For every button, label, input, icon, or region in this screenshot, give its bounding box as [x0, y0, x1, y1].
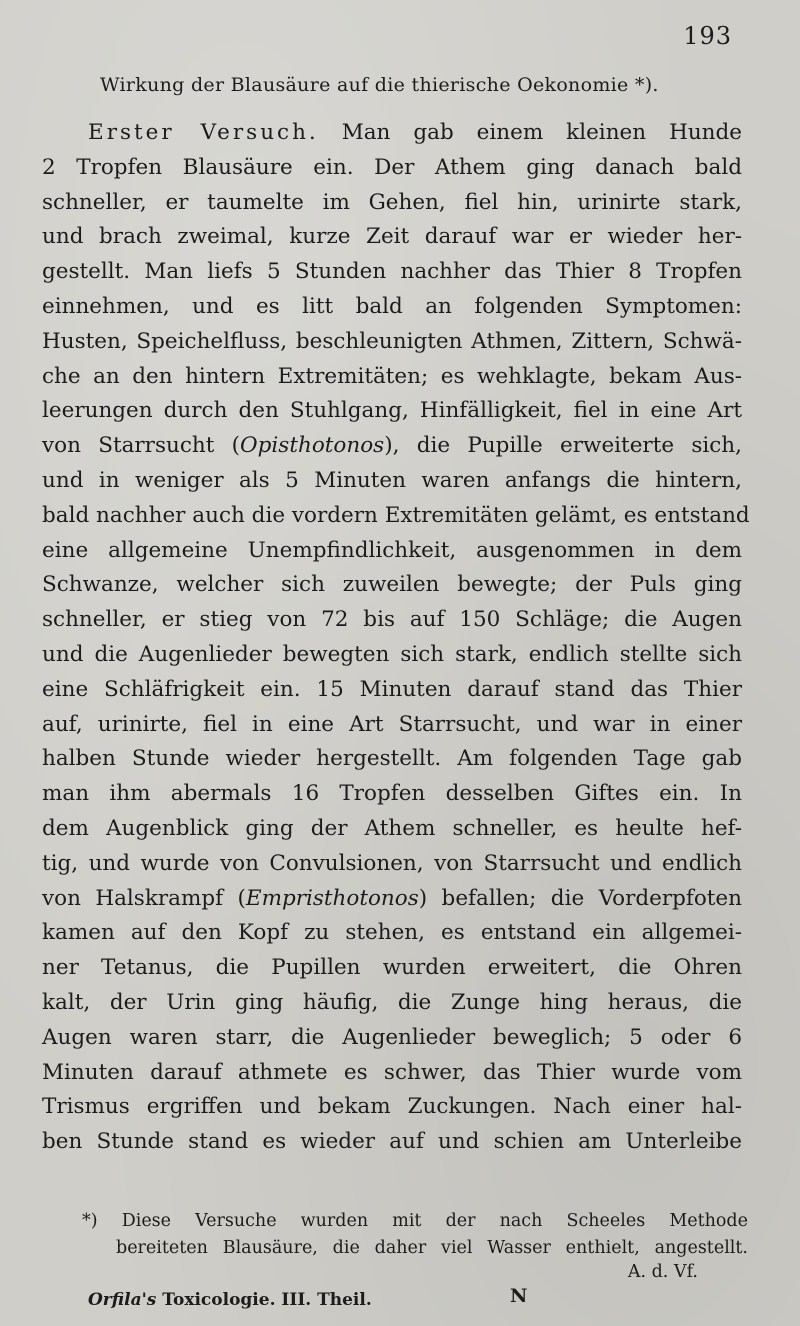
line-text: Augen waren starr, die Augenlieder beweglich; 5 oder 6: [42, 1024, 742, 1050]
text-line: [42, 673, 742, 708]
line-text: und die Augenlieder bewegten sich stark, endlich stellte sich: [42, 641, 742, 667]
text-line: [42, 916, 742, 951]
text-line: [42, 708, 742, 743]
line-text: ) befallen; die Vorderpfoten: [418, 885, 742, 911]
line-text: gestellt. Man liefs 5 Stunden nachher das Thier 8 Tropfen: [42, 259, 742, 285]
line-text: Minuten darauf athmete es schwer, das Thier wurde vom: [42, 1059, 742, 1085]
line-text: 2 Tropfen Blausäure ein. Der Athem ging danach bald: [42, 154, 742, 180]
text-line: [42, 255, 742, 290]
line-text: bald nachher auch die vordern Extremitäten gelämt, es entstand: [42, 502, 750, 528]
line-text: Husten, Speichelfluss, beschleunigten Athmen, Zittern, Schwä-: [42, 328, 742, 354]
text-line: [42, 1056, 742, 1091]
line-text: man ihm abermals 16 Tropfen desselben Giftes ein. In: [42, 781, 742, 807]
footnote: [82, 1208, 748, 1282]
running-footer: [88, 1290, 372, 1310]
text-line: [42, 951, 742, 986]
footer-title: Toxicologie. III. Theil.: [156, 1290, 372, 1310]
line-text: von Halskrampf (: [42, 885, 246, 911]
line-text: kalt, der Urin ging häufig, die Zunge hing heraus, die: [42, 989, 742, 1015]
text-line: [42, 499, 750, 534]
line-text: von Starrsucht (: [42, 433, 241, 459]
section-heading: Wirkung der Blausäure auf die thierische Oekonomie *).: [100, 74, 659, 96]
spaced-label: Erster Versuch.: [88, 120, 319, 145]
text-line: [42, 325, 742, 360]
line-text: dem Augenblick ging der Athem schneller, es heulte hef-: [42, 815, 742, 841]
line-text: halben Stunde wieder hergestellt. Am folgenden Tage gab: [42, 746, 742, 772]
line-text: ben Stunde stand es wieder auf und schien am Unterleibe: [42, 1129, 742, 1155]
text-line: [42, 394, 742, 429]
text-line: [42, 464, 742, 499]
text-line: [42, 220, 742, 255]
text-line: [42, 429, 742, 464]
text-line: [42, 534, 742, 569]
text-line: [42, 882, 742, 917]
line-text: Man gab einem kleinen Hunde: [318, 120, 742, 145]
line-text: ), die Pupille erweiterte sich,: [384, 433, 742, 459]
line-text: ner Tetanus, die Pupillen wurden erweitert, die Ohren: [42, 955, 742, 981]
footer-author: Orfila's: [88, 1290, 157, 1310]
line-text: kamen auf den Kopf zu stehen, es entstand ein allgemei-: [42, 920, 742, 946]
text-line: [42, 777, 742, 812]
line-text: Trismus ergriffen und bekam Zuckungen. Nach einer hal-: [42, 1094, 742, 1120]
line-text: auf, urinirte, fiel in eine Art Starrsucht, und war in einer: [42, 711, 742, 737]
line-text: schneller, er taumelte im Gehen, fiel hin, urinirte stark,: [42, 189, 742, 215]
text-line: [42, 1090, 742, 1125]
page-number: 193: [683, 22, 732, 50]
text-line: [42, 1021, 742, 1056]
text-line: [42, 186, 742, 221]
text-line: [42, 290, 742, 325]
line-text: einnehmen, und es litt bald an folgenden Symptomen:: [42, 293, 742, 319]
line-text: schneller, er stieg von 72 bis auf 150 Schläge; die Augen: [42, 607, 742, 633]
text-line: [42, 1125, 742, 1160]
text-line: [42, 812, 742, 847]
text-line: [42, 638, 742, 673]
footnote-line: *) Diese Versuche wurden mit der nach Scheeles Methode: [82, 1211, 748, 1231]
body-text: [42, 116, 750, 1160]
text-line: [42, 986, 742, 1021]
text-line: [42, 603, 742, 638]
text-line: [42, 847, 742, 882]
line-text: che an den hintern Extremitäten; es wehklagte, bekam Aus-: [42, 363, 742, 389]
footnote-signature: A. d. Vf.: [627, 1262, 698, 1282]
line-text: eine Schläfrigkeit ein. 15 Minuten darauf stand das Thier: [42, 676, 742, 702]
text-line: [42, 151, 742, 186]
signature-mark: N: [510, 1285, 528, 1307]
line-text: tig, und wurde von Convulsionen, von Starrsucht und endlich: [42, 850, 742, 876]
line-text: leerungen durch den Stuhlgang, Hinfälligkeit, fiel in eine Art: [42, 398, 742, 424]
footnote-line: bereiteten Blausäure, die daher viel Wasser enthielt, angestellt.: [116, 1238, 748, 1258]
line-text: und brach zweimal, kurze Zeit darauf war er wieder her-: [42, 224, 742, 250]
text-line: [42, 360, 742, 395]
text-line: [42, 116, 742, 151]
italic-term: Opisthotonos: [240, 433, 385, 459]
text-line: [42, 742, 742, 777]
text-line: [42, 568, 742, 603]
line-text: eine allgemeine Unempfindlichkeit, ausgenommen in dem: [42, 537, 742, 563]
italic-term: Empristhotonos: [245, 885, 419, 911]
line-text: Schwanze, welcher sich zuweilen bewegte; der Puls ging: [42, 572, 742, 598]
line-text: und in weniger als 5 Minuten waren anfangs die hintern,: [42, 467, 742, 493]
